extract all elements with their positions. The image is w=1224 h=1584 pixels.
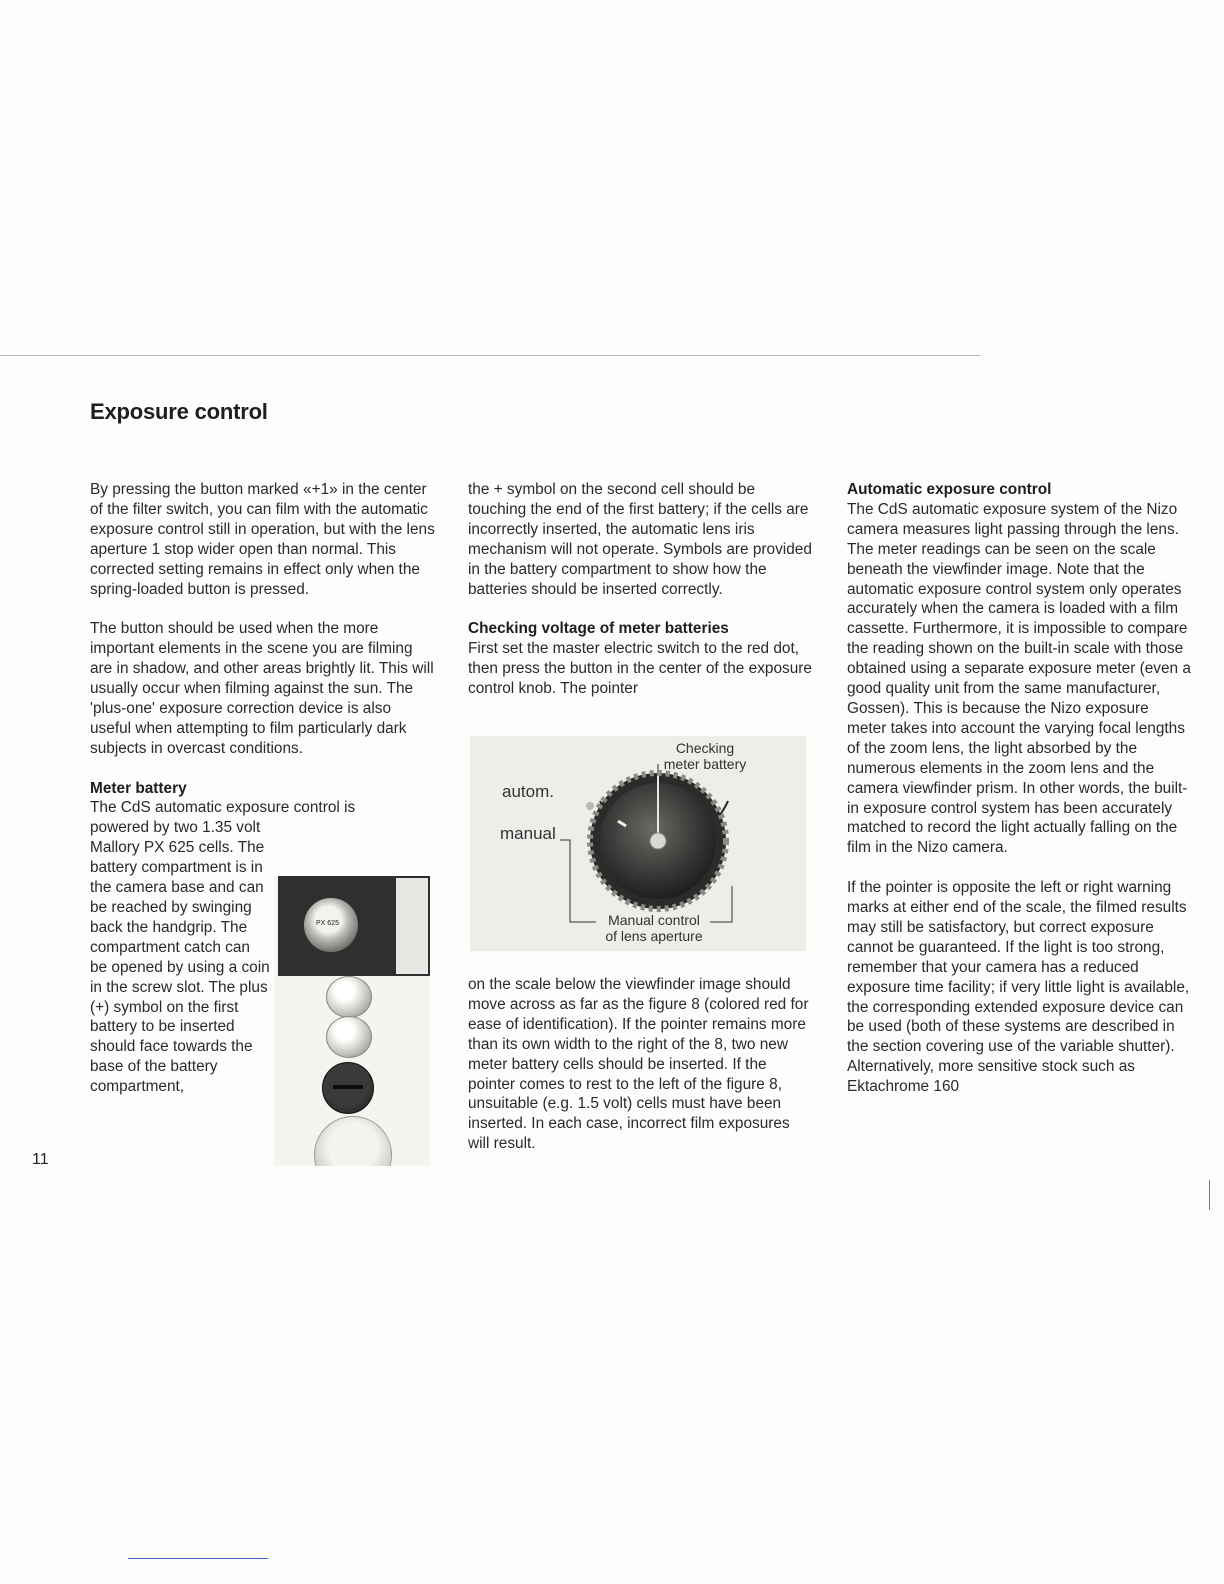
battery-cell [326,976,372,1018]
center-button [650,833,666,849]
paragraph: By pressing the button marked «+1» in the center of the filter switch, you can film with the automatic exposure control still in operation, but with the lens aperture 1 stop wider open than normal. This corrected setting remains in effect only when the spring-loaded button is pressed. [90,481,435,598]
column-3 [847,480,1192,1097]
paragraph: the + symbol on the second cell should be touching the end of the first battery; if the cells are incorrectly inserted, the automatic lens iris mechanism will not operate. Symbols are provided in the battery compartment to show how the batteries should be inserted correctly. [468,481,812,598]
paragraph: The CdS automatic exposure control is [90,799,356,817]
camera-label-strip [396,878,428,974]
battery-cell [326,1016,372,1058]
label-line: of lens aperture [605,928,703,944]
exposure-knob-diagram [470,736,806,951]
column-2-continued [468,975,813,1154]
top-rule [0,355,980,356]
section-heading-checking-voltage: Checking voltage of meter batteries [468,620,729,638]
label-manual-control [594,912,714,944]
paragraph: The button should be used when the more important elements in the scene you are filming are in shadow, and other areas brightly lit. This will usually occur when filming against the sun. The 'plus-one' exposure correction device is also useful when attempting to film particularly dark subjects in overcast conditions. [90,620,434,757]
label-checking-meter-battery [650,740,760,772]
battery-compartment-photo [274,876,430,1166]
coin [314,1116,392,1166]
paragraph: powered by two 1.35 volt Mallory PX 625 cells. The battery compartment is in the camera base and can be reached by swinging back the handgrip. The compartment catch can be opened by using a coin in the screw slot. The plus (+) symbol on the first battery to be inserted should face towards the base of the battery compartment, [90,819,270,1096]
label-line: Manual control [608,912,700,928]
scan-edge-mark [1209,1180,1210,1210]
page-number: 11 [32,1151,49,1168]
paragraph: on the scale below the viewfinder image should move across as far as the figure 8 (colored red for ease of identification). If the pointer remains more than its own width to the right of the 8, two new meter battery cells should be inserted. If the pointer comes to rest to the left of the figure 8, unsuitable (e.g. 1.5 volt) cells must have been inserted. In each case, incorrect film exposures will result. [468,976,809,1153]
section-heading-automatic-exposure: Automatic exposure control [847,481,1052,498]
label-line: meter battery [663,756,747,772]
battery-cap [304,898,358,952]
label-manual: manual [500,824,556,843]
red-dot-indicator [586,802,594,810]
section-heading-meter-battery: Meter battery [90,779,187,797]
compartment-cover [322,1062,374,1114]
column-2 [468,480,813,699]
paragraph: The CdS automatic exposure system of the Nizo camera measures light passing through the lens. The meter readings can be seen on the scale beneath the viewfinder image. Note that the automatic exposure control system only operates accurately when the camera is loaded with a film cassette. Furthermore, it is impossible to compare the reading shown on the built-in scale with those obtained using a separate exposure meter (even a good quality unit from the same manufacturer, Gossen). This is because the Nizo exposure meter takes into account the varying focal lengths of the zoom lens, the light absorbed by the numerous elements in the zoom lens and the camera viewfinder prism. In other words, the built-in exposure control system has been accurately matched to record the light actually falling on the film in the Nizo camera. [847,500,1191,857]
label-line: Checking [675,740,735,756]
paragraph: First set the master electric switch to the red dot, then press the button in the center of the exposure control knob. The pointer [468,640,812,698]
paragraph: If the pointer is opposite the left or right warning marks at either end of the scale, the filmed results may still be satisfactory, but correct exposure cannot be guaranteed. If the light is too strong, remember that your camera has a reduced exposure time facility; if very little light is available, the corresponding extended exposure device can be used (both of these systems are described in the section covering use of the variable shutter). Alternatively, more sensitive stock such as Ektachrome 160 [847,879,1190,1096]
bottom-rule [128,1558,268,1559]
label-autom: autom. [502,782,554,801]
page-title: Exposure control [90,399,268,424]
battery-cell-label: PX 625 [316,920,339,927]
